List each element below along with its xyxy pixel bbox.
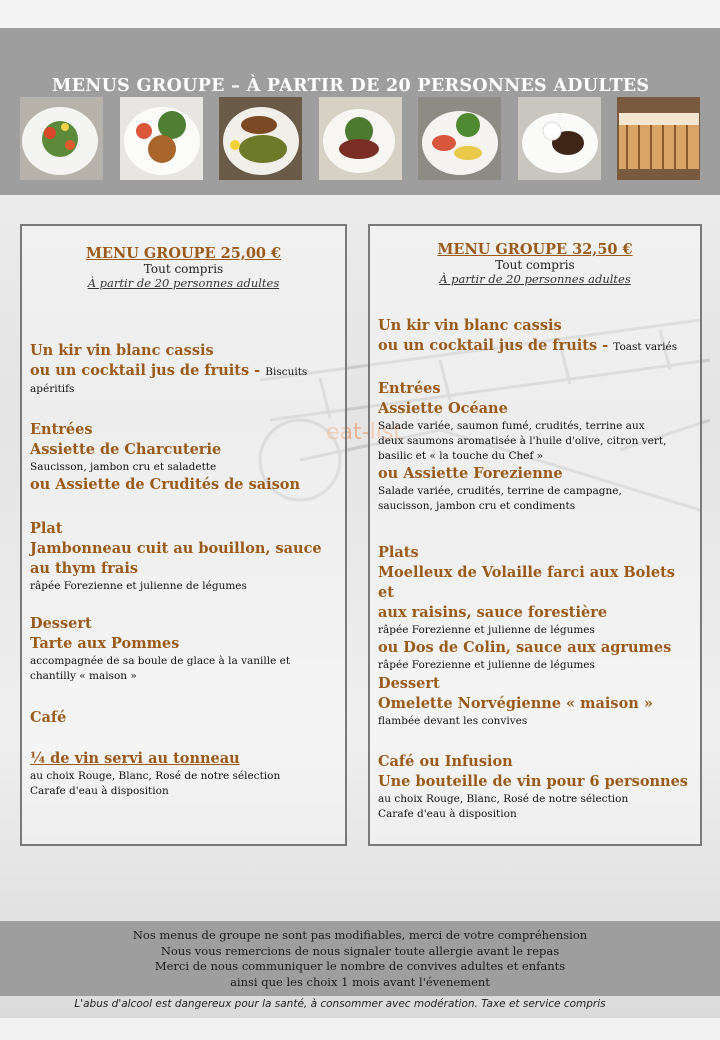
entree-item1: Assiette Océane	[378, 400, 508, 417]
menu-header	[370, 239, 700, 286]
dessert-item: Tarte aux Pommes	[30, 635, 180, 652]
entree-item2: ou Assiette Forezienne	[378, 465, 563, 482]
entree-item1: Assiette de Charcuterie	[30, 441, 222, 458]
aperitif-extra2: apéritifs	[30, 383, 75, 395]
aperitif-extra: Toast variés	[613, 341, 678, 353]
entrees-label: Entrées	[30, 421, 93, 438]
dessert-desc2: chantilly « maison »	[30, 670, 137, 682]
photo-salad-plate	[20, 97, 103, 180]
plats-label: Plats	[378, 544, 419, 561]
plats-section	[378, 543, 694, 673]
photo-ham-salad-plate	[319, 97, 402, 180]
aperitif-extra: Biscuits	[265, 366, 308, 378]
footer-line4: ainsi que les choix 1 mois avant l'évenement	[230, 974, 490, 989]
dessert-section	[378, 674, 694, 729]
entree-item2-desc1: Salade variée, crudités, terrine de campagne,	[378, 485, 622, 497]
menu-header	[22, 243, 345, 290]
photo-strip	[20, 97, 700, 180]
plat-item2-desc: râpée Forezienne et julienne de légumes	[378, 659, 595, 671]
plat-item-line2: au thym frais	[30, 560, 138, 577]
aperitif-line2: ou un cocktail jus de fruits -	[378, 337, 614, 354]
photo-charcuterie-plate	[418, 97, 501, 180]
vin-label: ¼ de vin servi au tonneau	[30, 750, 240, 767]
menu-title: MENU GROUPE 25,00 €	[85, 245, 282, 262]
menu-note: À partir de 20 personnes adultes	[439, 272, 631, 286]
entree-item1-desc3: basilic et « la touche du Chef »	[378, 450, 544, 462]
vin-desc2: Carafe d'eau à disposition	[30, 785, 169, 797]
plat-label: Plat	[30, 520, 63, 537]
aperitif-section	[30, 341, 339, 397]
menu-subtitle: Tout compris	[143, 262, 224, 276]
cafe-label: Café ou Infusion	[378, 753, 513, 770]
page-title: MENUS GROUPE – À PARTIR DE 20 PERSONNES ADULTES	[52, 76, 650, 96]
aperitif-line1: Un kir vin blanc cassis	[30, 342, 214, 359]
plat-item-line1: Jambonneau cuit au bouillon, sauce	[30, 540, 322, 557]
dessert-item: Omelette Norvégienne « maison »	[378, 695, 653, 712]
photo-dessert-plate	[518, 97, 601, 180]
alcohol-disclaimer: L'abus d'alcool est dangereux pour la santé, à consommer avec modération. Taxe et service compris	[74, 998, 606, 1010]
entrees-label: Entrées	[378, 380, 441, 397]
menu-panel-32	[368, 224, 702, 846]
dessert-label: Dessert	[378, 675, 440, 692]
footer-band	[0, 921, 720, 996]
aperitif-line2: ou un cocktail jus de fruits -	[30, 362, 266, 379]
dessert-label: Dessert	[30, 615, 92, 632]
entree-item1-desc1: Salade variée, saumon fumé, crudités, terrine aux	[378, 420, 645, 432]
top-strip	[0, 0, 720, 28]
footer-line2: Nous vous remercions de nous signaler toute allergie avant le repas	[160, 943, 560, 958]
menu-note: À partir de 20 personnes adultes	[87, 276, 280, 290]
aperitif-line1: Un kir vin blanc cassis	[378, 317, 562, 334]
photo-green-beans-plate	[219, 97, 302, 180]
plat-section	[30, 519, 339, 594]
entree-item1-desc: Saucisson, jambon cru et saladette	[30, 461, 217, 473]
vin-section	[30, 749, 339, 799]
dessert-section	[30, 614, 339, 684]
aperitif-section	[378, 316, 694, 357]
plat-item-desc: râpée Forezienne et julienne de légumes	[30, 580, 247, 592]
vin-desc2: Carafe d'eau à disposition	[378, 808, 517, 820]
cafe-vin-section	[378, 752, 694, 822]
dessert-desc1: accompagnée de sa boule de glace à la vanille et	[30, 655, 291, 667]
entrees-section	[378, 379, 694, 514]
vin-label: Une bouteille de vin pour 6 personnes	[378, 773, 688, 790]
entree-item1-desc2: deux saumons aromatisée à l'huile d'olive, citron vert,	[378, 435, 667, 447]
menu-title: MENU GROUPE 32,50 €	[437, 241, 633, 258]
vin-desc1: au choix Rouge, Blanc, Rosé de notre sélection	[378, 793, 629, 805]
photo-ice-cake	[617, 97, 700, 180]
plat-item1-desc: râpée Forezienne et julienne de légumes	[378, 624, 595, 636]
vin-desc1: au choix Rouge, Blanc, Rosé de notre sélection	[30, 770, 281, 782]
menu-subtitle: Tout compris	[495, 258, 575, 272]
entrees-section	[30, 420, 339, 495]
menu-panel-25	[20, 224, 347, 846]
entree-item2: ou Assiette de Crudités de saison	[30, 476, 301, 493]
cafe-label: Café	[30, 709, 67, 726]
bottom-strip	[0, 1018, 720, 1040]
plat-item2: ou Dos de Colin, sauce aux agrumes	[378, 639, 672, 656]
photo-salad-meat-plate	[120, 97, 203, 180]
plat-item1-line2: aux raisins, sauce forestière	[378, 604, 608, 621]
dessert-desc: flambée devant les convives	[378, 715, 528, 727]
plat-item1-line1: Moelleux de Volaille farci aux Bolets et	[378, 564, 675, 601]
entree-item2-desc2: saucisson, jambon cru et condiments	[378, 500, 576, 512]
watermark: eat-list	[326, 420, 402, 445]
footer-line3: Merci de nous communiquer le nombre de convives adultes et enfants	[154, 959, 566, 973]
cafe-section	[30, 708, 339, 728]
footer-line1: Nos menus de groupe ne sont pas modifiables, merci de votre compréhension	[132, 928, 588, 942]
